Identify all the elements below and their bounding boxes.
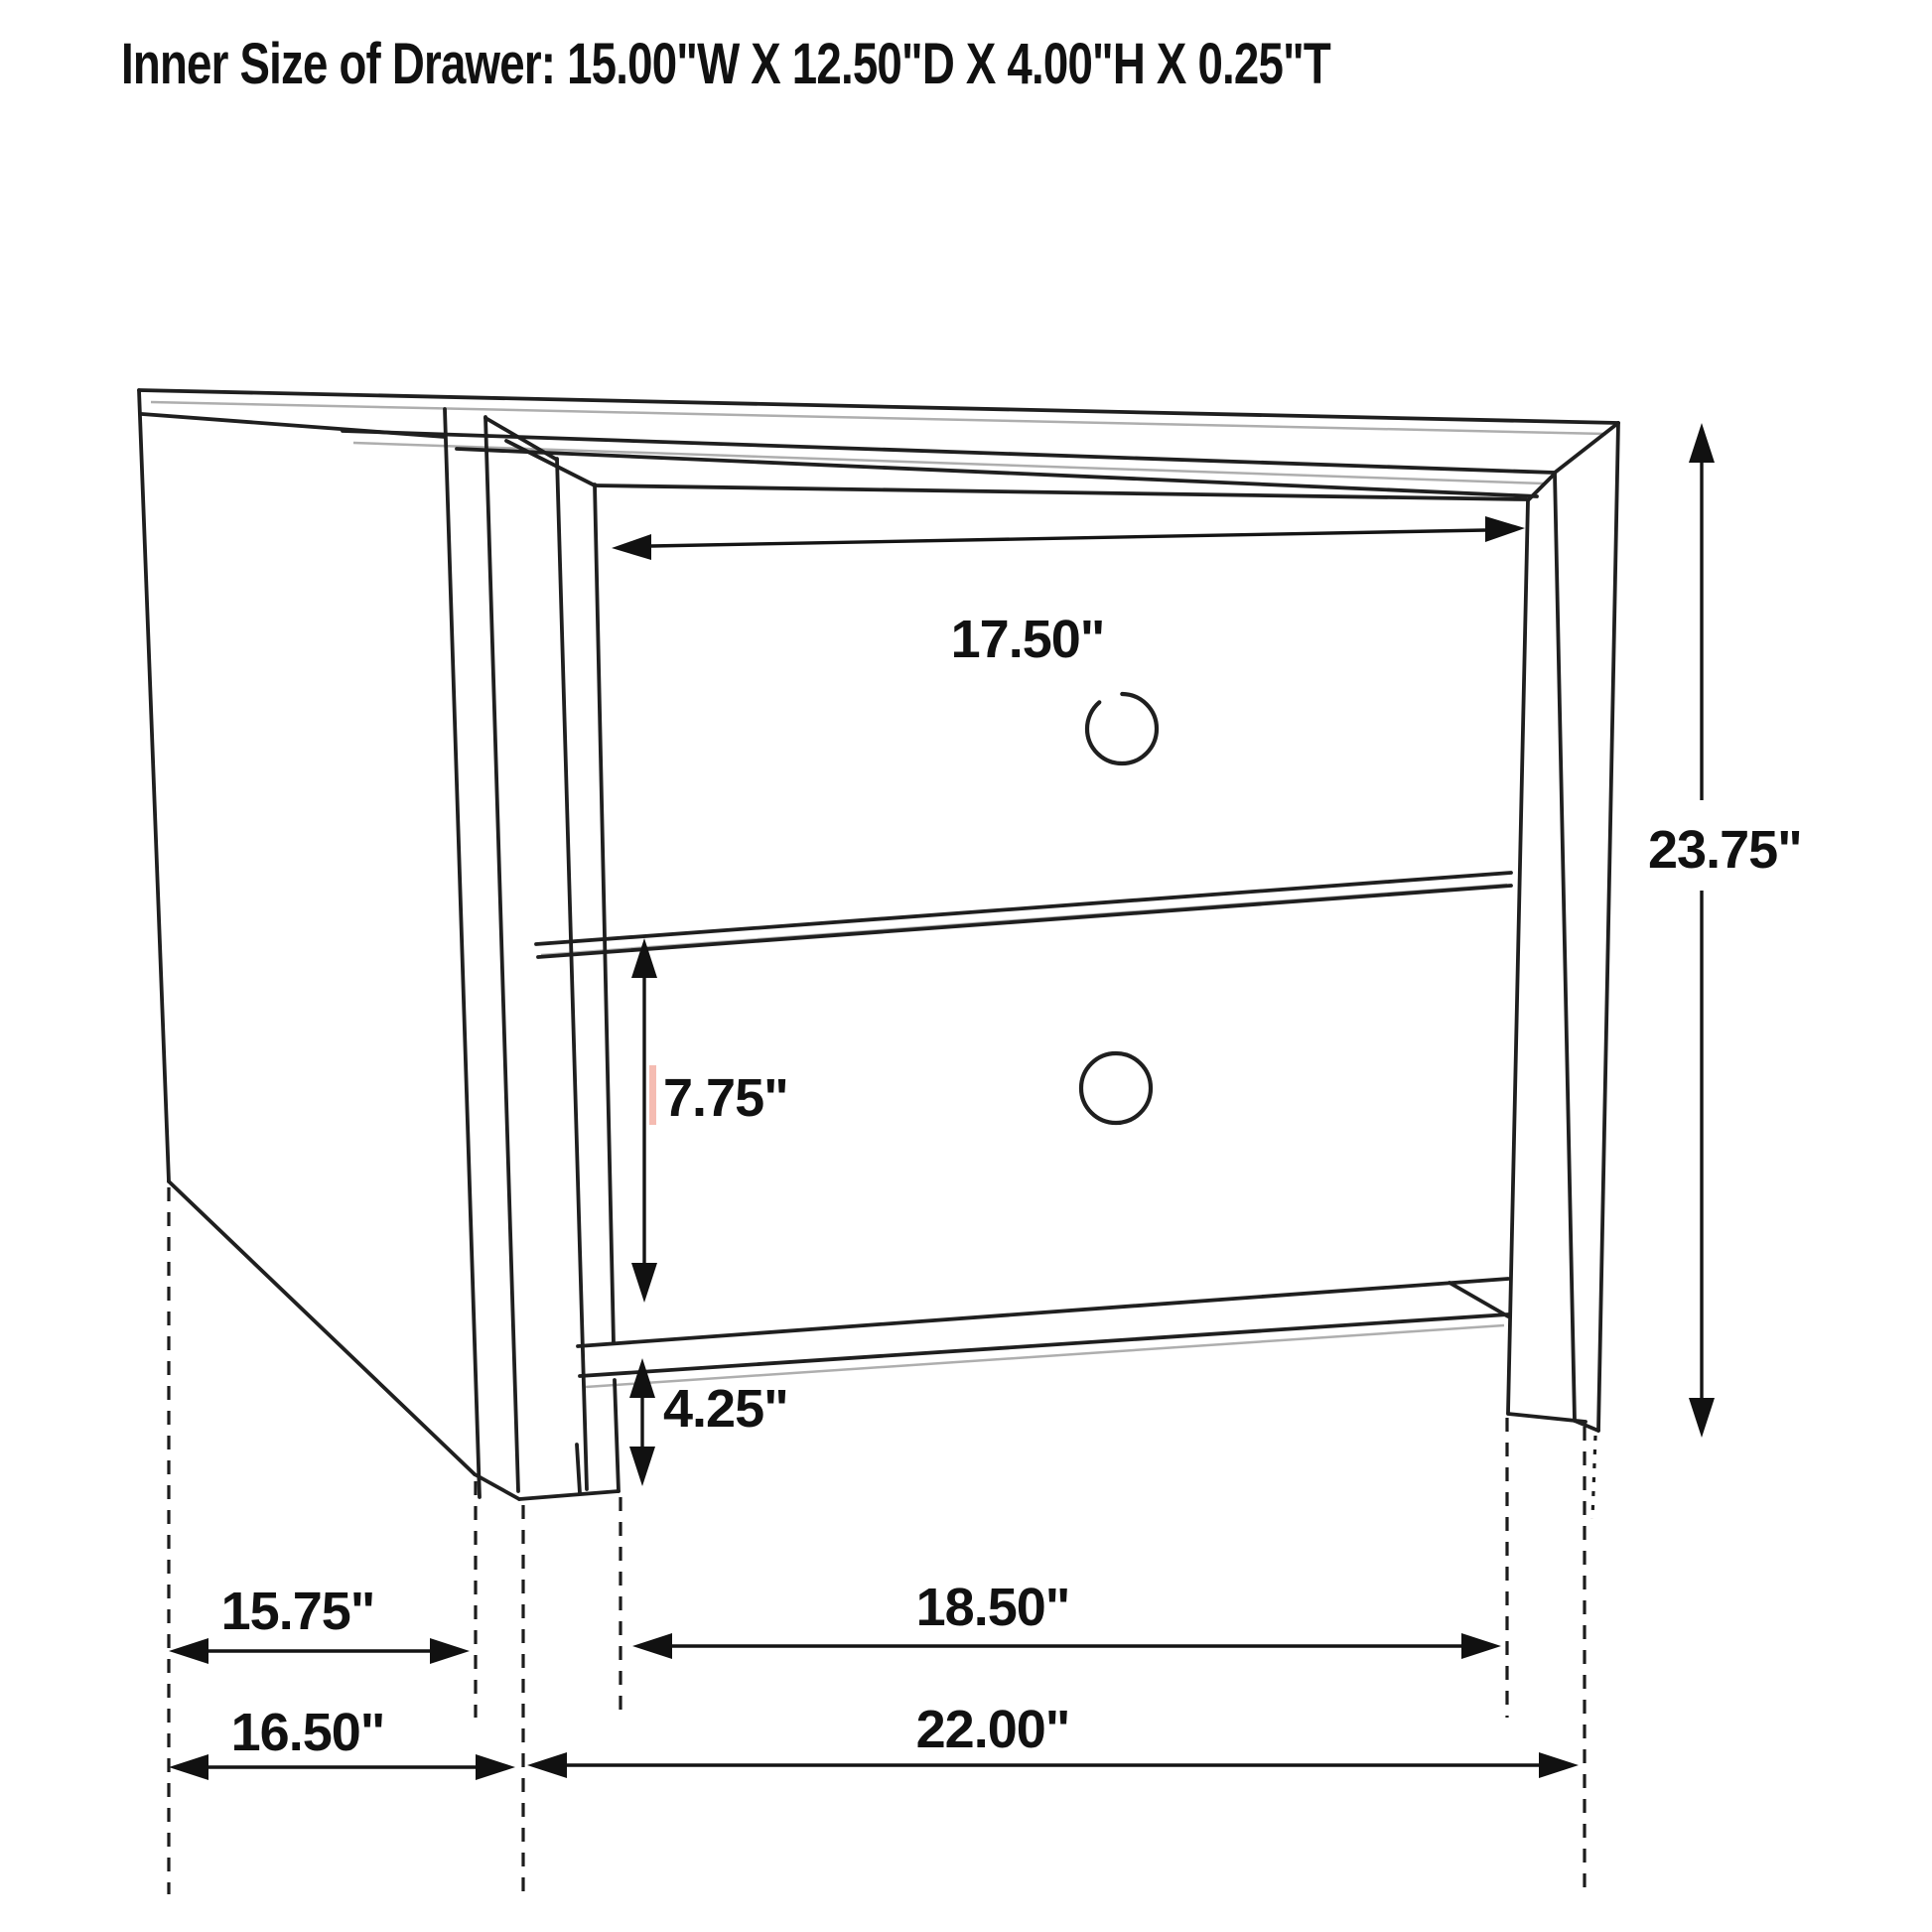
left-panel-outer-edge (139, 390, 169, 1181)
right-bevel-diagonal (1528, 474, 1555, 500)
bottom-rail-edge (580, 1314, 1508, 1376)
drawer-divider-top (536, 873, 1511, 944)
overall-height-label: 23.75" (1648, 820, 1802, 880)
lower-drawer-height-label: 7.75" (663, 1068, 788, 1128)
right-stile-outer (1555, 473, 1575, 1421)
dimension-front-inner-width (632, 1578, 1501, 1659)
base-height-label: 4.25" (663, 1379, 788, 1439)
front-inner-width-label: 18.50" (915, 1578, 1070, 1637)
dimension-side-overall-depth (169, 1703, 515, 1780)
front-overall-width-label: 22.00" (915, 1700, 1070, 1759)
left-leg-right-edge (615, 1380, 619, 1491)
rail-leg-diagonal (1449, 1283, 1508, 1316)
right-outer-edge (1598, 423, 1618, 1431)
dimension-overall-height (1648, 423, 1802, 1438)
left-panel-bottom-edge (169, 1181, 475, 1474)
left-stile-second (485, 417, 518, 1491)
top-bevel-line (457, 449, 1537, 496)
dimension-base-height (629, 1358, 788, 1486)
dimension-side-inner-depth (169, 1582, 470, 1664)
front-frame-left-edge (557, 459, 587, 1489)
top-right-edge (1555, 423, 1618, 473)
left-leg-bottom (519, 1491, 619, 1499)
pink-highlight-tick (649, 1065, 656, 1125)
left-leg-inner-line (577, 1445, 580, 1493)
side-inner-depth-label: 15.75" (220, 1582, 375, 1641)
drawer2-bottom-edge (578, 1279, 1508, 1346)
right-stile-inner (1508, 500, 1528, 1413)
side-overall-depth-label: 16.50" (230, 1703, 385, 1762)
left-bevel-diagonal-2 (506, 441, 595, 485)
dimension-lower-drawer-height (631, 938, 788, 1303)
extension-right-rear-foot (1592, 1436, 1595, 1519)
page-title: Inner Size of Drawer: 15.00"W X 12.50"D X 4.00"H X 0.25"T (121, 32, 1331, 96)
dimension-opening-width (612, 516, 1525, 669)
drawer-face-left-edge (595, 484, 614, 1343)
opening-width-label: 17.50" (950, 610, 1105, 669)
drawer-divider-bottom (538, 886, 1511, 957)
drawer1-top-edge (595, 485, 1526, 499)
left-stile-outer (445, 409, 480, 1497)
dimension-front-overall-width (527, 1700, 1579, 1778)
drawer1-knob-icon (1087, 694, 1157, 763)
drawer2-knob-icon (1081, 1053, 1151, 1123)
extension-lines (169, 1187, 1595, 1894)
left-panel-top-edge (142, 414, 445, 437)
